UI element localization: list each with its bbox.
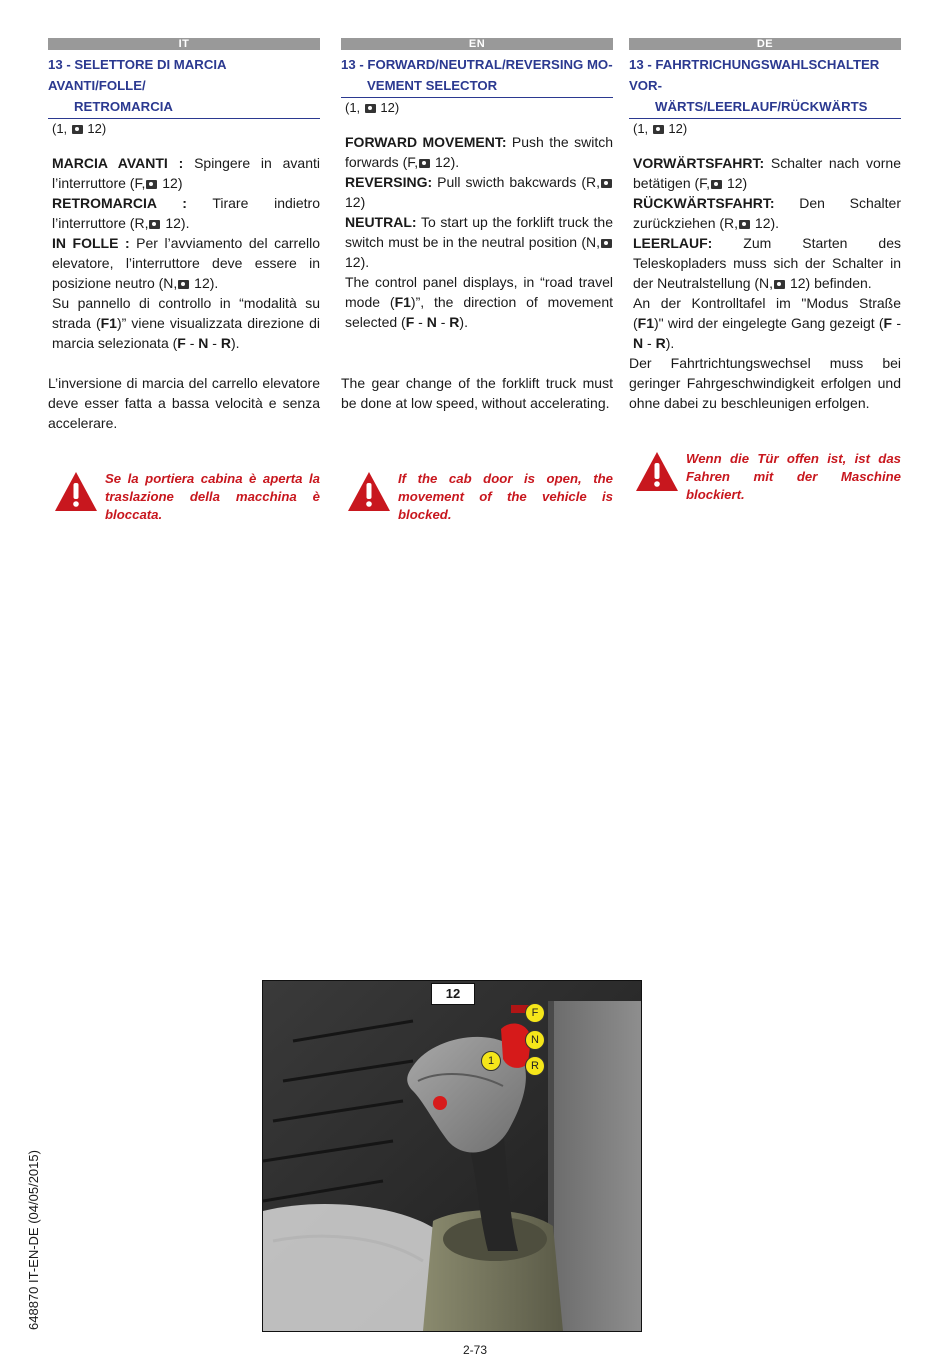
document-code: 648870 IT-EN-DE (04/05/2015) — [26, 1150, 41, 1330]
camera-icon — [419, 159, 430, 168]
heading-line-2: RETROMARCIA — [74, 99, 173, 114]
instruction-neutral: NEUTRAL: To start up the forklift truck the switch must be in the neutral position (N, 12). — [345, 214, 613, 270]
heading-line-1: 13 - FAHRTRICHUNGSWAHLSCHALTER VOR- — [629, 57, 880, 93]
note-paragraph-de: Der Fahrtrichtungswechsel muss bei geringer Fahrgeschwindigkeit erfolgen und ohne dabei zu beschleunigen erfolgen. — [629, 355, 901, 411]
note-paragraph-it: L’inversione di marcia del carrello elevatore deve esser fatta a bassa velocità e senza accelerare. — [48, 375, 320, 431]
instructions — [48, 153, 320, 353]
warning-text: If the cab door is open, the movement of the vehicle is blocked. — [398, 471, 613, 522]
warning-triangle-icon — [347, 470, 391, 512]
figure-joystick-photo — [262, 980, 642, 1332]
camera-icon — [739, 220, 750, 229]
camera-icon — [601, 239, 612, 248]
section-heading — [629, 54, 901, 119]
instructions — [341, 132, 613, 332]
camera-icon — [653, 125, 664, 134]
camera-icon — [774, 280, 785, 289]
page-number: 2-73 — [462, 1343, 488, 1357]
instruction-reverse: RÜCKWÄRTSFAHRT: Den Schalter zurückziehen (R, 12). — [633, 195, 901, 231]
section-heading — [48, 54, 320, 119]
heading-line-2: WÄRTS/LEERLAUF/RÜCKWÄRTS — [655, 99, 868, 114]
instruction-reverse: RETROMARCIA : Tirare indietro l’interruttore (R, 12). — [52, 195, 320, 231]
heading-line-2: VEMENT SELECTOR — [367, 78, 498, 93]
column-en — [341, 38, 613, 332]
instruction-display: The control panel displays, in “road travel mode (F1)”, the direction of movement selected (F - N - R). — [345, 274, 614, 330]
instruction-forward: VORWÄRTSFAHRT: Schalter nach vorne betätigen (F, 12) — [633, 155, 901, 191]
camera-icon — [365, 104, 376, 113]
camera-icon — [601, 179, 612, 188]
camera-icon — [149, 220, 160, 229]
instructions — [629, 153, 901, 353]
instruction-forward: MARCIA AVANTI : Spingere in avanti l’interruttore (F, 12) — [52, 155, 320, 191]
figure-reference: (1, 12) — [52, 121, 107, 136]
lang-bar: EN — [341, 38, 613, 50]
callout-f: F — [525, 1003, 545, 1023]
instruction-reverse: REVERSING: Pull swicth bakcwards (R, 12) — [345, 172, 613, 212]
callout-1: 1 — [481, 1051, 501, 1071]
camera-icon — [146, 180, 157, 189]
column-de — [629, 38, 901, 353]
heading-line-1: 13 - SELETTORE DI MARCIA AVANTI/FOLLE/ — [48, 57, 227, 93]
section-heading — [341, 54, 613, 98]
instruction-neutral: IN FOLLE : Per l’avviamento del carrello elevatore, l’interruttore deve essere in posizione neutro (N, 12). — [52, 235, 320, 291]
warning-it — [48, 470, 320, 524]
camera-icon — [72, 125, 83, 134]
lang-bar: IT — [48, 38, 320, 50]
figure-number-label: 12 — [431, 983, 475, 1005]
warning-text: Wenn die Tür offen ist, ist das Fahren mit der Maschine blockiert. — [686, 451, 901, 502]
heading-line-1: 13 - FORWARD/NEUTRAL/REVERSING MO- — [341, 57, 613, 72]
instruction-display: An der Kontrolltafel im "Modus Straße (F1)" wird der eingelegte Gang gezeigt (F - N - R). — [633, 295, 901, 351]
instruction-display: Su pannello di controllo in “modalità su strada (F1)” viene visualizzata direzione di marcia selezionata (F - N - R). — [52, 295, 320, 351]
warning-triangle-icon — [635, 450, 679, 492]
callout-r: R — [525, 1056, 545, 1076]
column-it — [48, 38, 320, 353]
warning-triangle-icon — [54, 470, 98, 512]
instruction-forward: FORWARD MOVEMENT: Push the switch forwards (F, 12). — [345, 134, 613, 170]
figure-reference: (1, 12) — [345, 100, 400, 115]
warning-de — [629, 450, 901, 504]
joystick-illustration — [263, 981, 641, 1331]
camera-icon — [178, 280, 189, 289]
camera-icon — [711, 180, 722, 189]
figure-reference: (1, 12) — [633, 121, 688, 136]
callout-n: N — [525, 1030, 545, 1050]
note-paragraph-en: The gear change of the forklift truck must be done at low speed, without accelerating. — [341, 375, 613, 411]
instruction-neutral: LEERLAUF: Zum Starten des Teleskopladers muss sich der Schalter in der Neutralstellung (N, 12) befinden. — [633, 235, 901, 291]
warning-text: Se la portiera cabina è aperta la traslazione della macchina è bloccata. — [105, 471, 320, 522]
warning-en — [341, 470, 613, 524]
lang-bar: DE — [629, 38, 901, 50]
